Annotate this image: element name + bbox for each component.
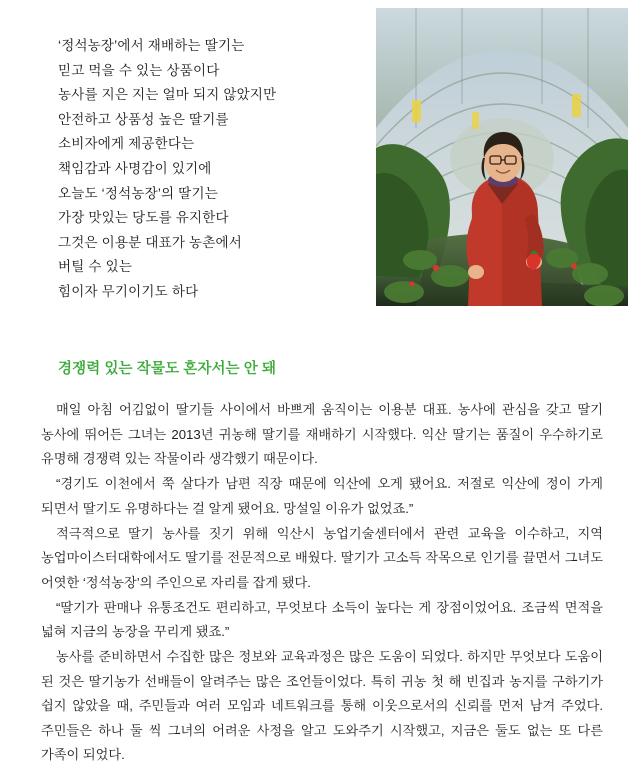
poem-line: 오늘도 ‘정석농장’의 딸기는: [58, 185, 218, 201]
poem-line: 믿고 먹을 수 있는 상품이다: [58, 62, 220, 78]
poem-line: 책임감과 사명감이 있기에: [58, 160, 212, 176]
poem-line: 그것은 이용분 대표가 농촌에서: [58, 234, 242, 250]
poem-line: 힘이자 무기이기도 하다: [58, 283, 199, 299]
paragraph: “경기도 이천에서 쭉 살다가 남편 직장 때문에 익산에 오게 됐어요. 저절로 익산에 정이 가게 되면서 딸기도 유명하다는 걸 알게 됐어요. 망설일 이유가 없었죠.”: [41, 476, 603, 516]
intro-block: [0, 0, 642, 320]
poem-line: 소비자에게 제공한다는: [58, 136, 195, 152]
poem-line: 농사를 지은 지는 얼마 되지 않았지만: [58, 87, 277, 103]
paragraph: 농사를 준비하면서 수집한 많은 정보와 교육과정은 많은 도움이 되었다. 하지만 무엇보다 도움이 된 것은 딸기농가 선배들이 알려주는 많은 조언들이었다. 특히 귀농 첫 해 빈집과 농지를 구하기가 쉽지 않았을 때, 주민들과 여러 모임과 네트워크를 통해 이웃으로서의 신뢰를 먼저 남겨 주었다. 주민들은 하나 둘 씩 그녀의 어려운 사정을 알고 도와주기 시작했고, 지금은 둘도 없는 또 다른 가족이 되었다.: [41, 649, 603, 762]
poem-line: 안전하고 상품성 높은 딸기를: [58, 111, 229, 127]
article-body: [41, 398, 603, 768]
poem-line: 버틸 수 있는: [58, 259, 133, 275]
paragraph: “딸기가 판매나 유통조건도 편리하고, 무엇보다 소득이 높다는 게 장점이었어요. 조금씩 면적을 넓혀 지금의 농장을 꾸리게 됐죠.”: [41, 599, 603, 639]
section-heading: 경쟁력 있는 작물도 혼자서는 안 돼: [58, 361, 277, 377]
poem-text: [58, 34, 358, 305]
paragraph: 적극적으로 딸기 농사를 짓기 위해 익산시 농업기술센터에서 관련 교육을 이수하고, 지역 농업마이스터대학에서도 딸기를 전문적으로 배웠다. 딸기가 고소득 작목으로 인기를 끌면서 그녀도 어엿한 ‘정석농장’의 주인으로 자리를 잡게 됐다.: [41, 525, 603, 590]
poem-line: ‘정석농장’에서 재배하는 딸기는: [58, 38, 245, 53]
poem-line: 가장 맛있는 당도를 유지한다: [58, 210, 229, 226]
paragraph: 매일 아침 어김없이 딸기들 사이에서 바쁘게 움직이는 이용분 대표. 농사에 관심을 갖고 딸기 농사에 뛰어든 그녀는 2013년 귀농해 딸기를 재배하기 시작했다. 익산 딸기는 품질이 우수하기로 유명해 경쟁력 있는 작물이라 생각했기 때문이다.: [41, 402, 603, 466]
strawberry-greenhouse-photo: [376, 8, 628, 306]
